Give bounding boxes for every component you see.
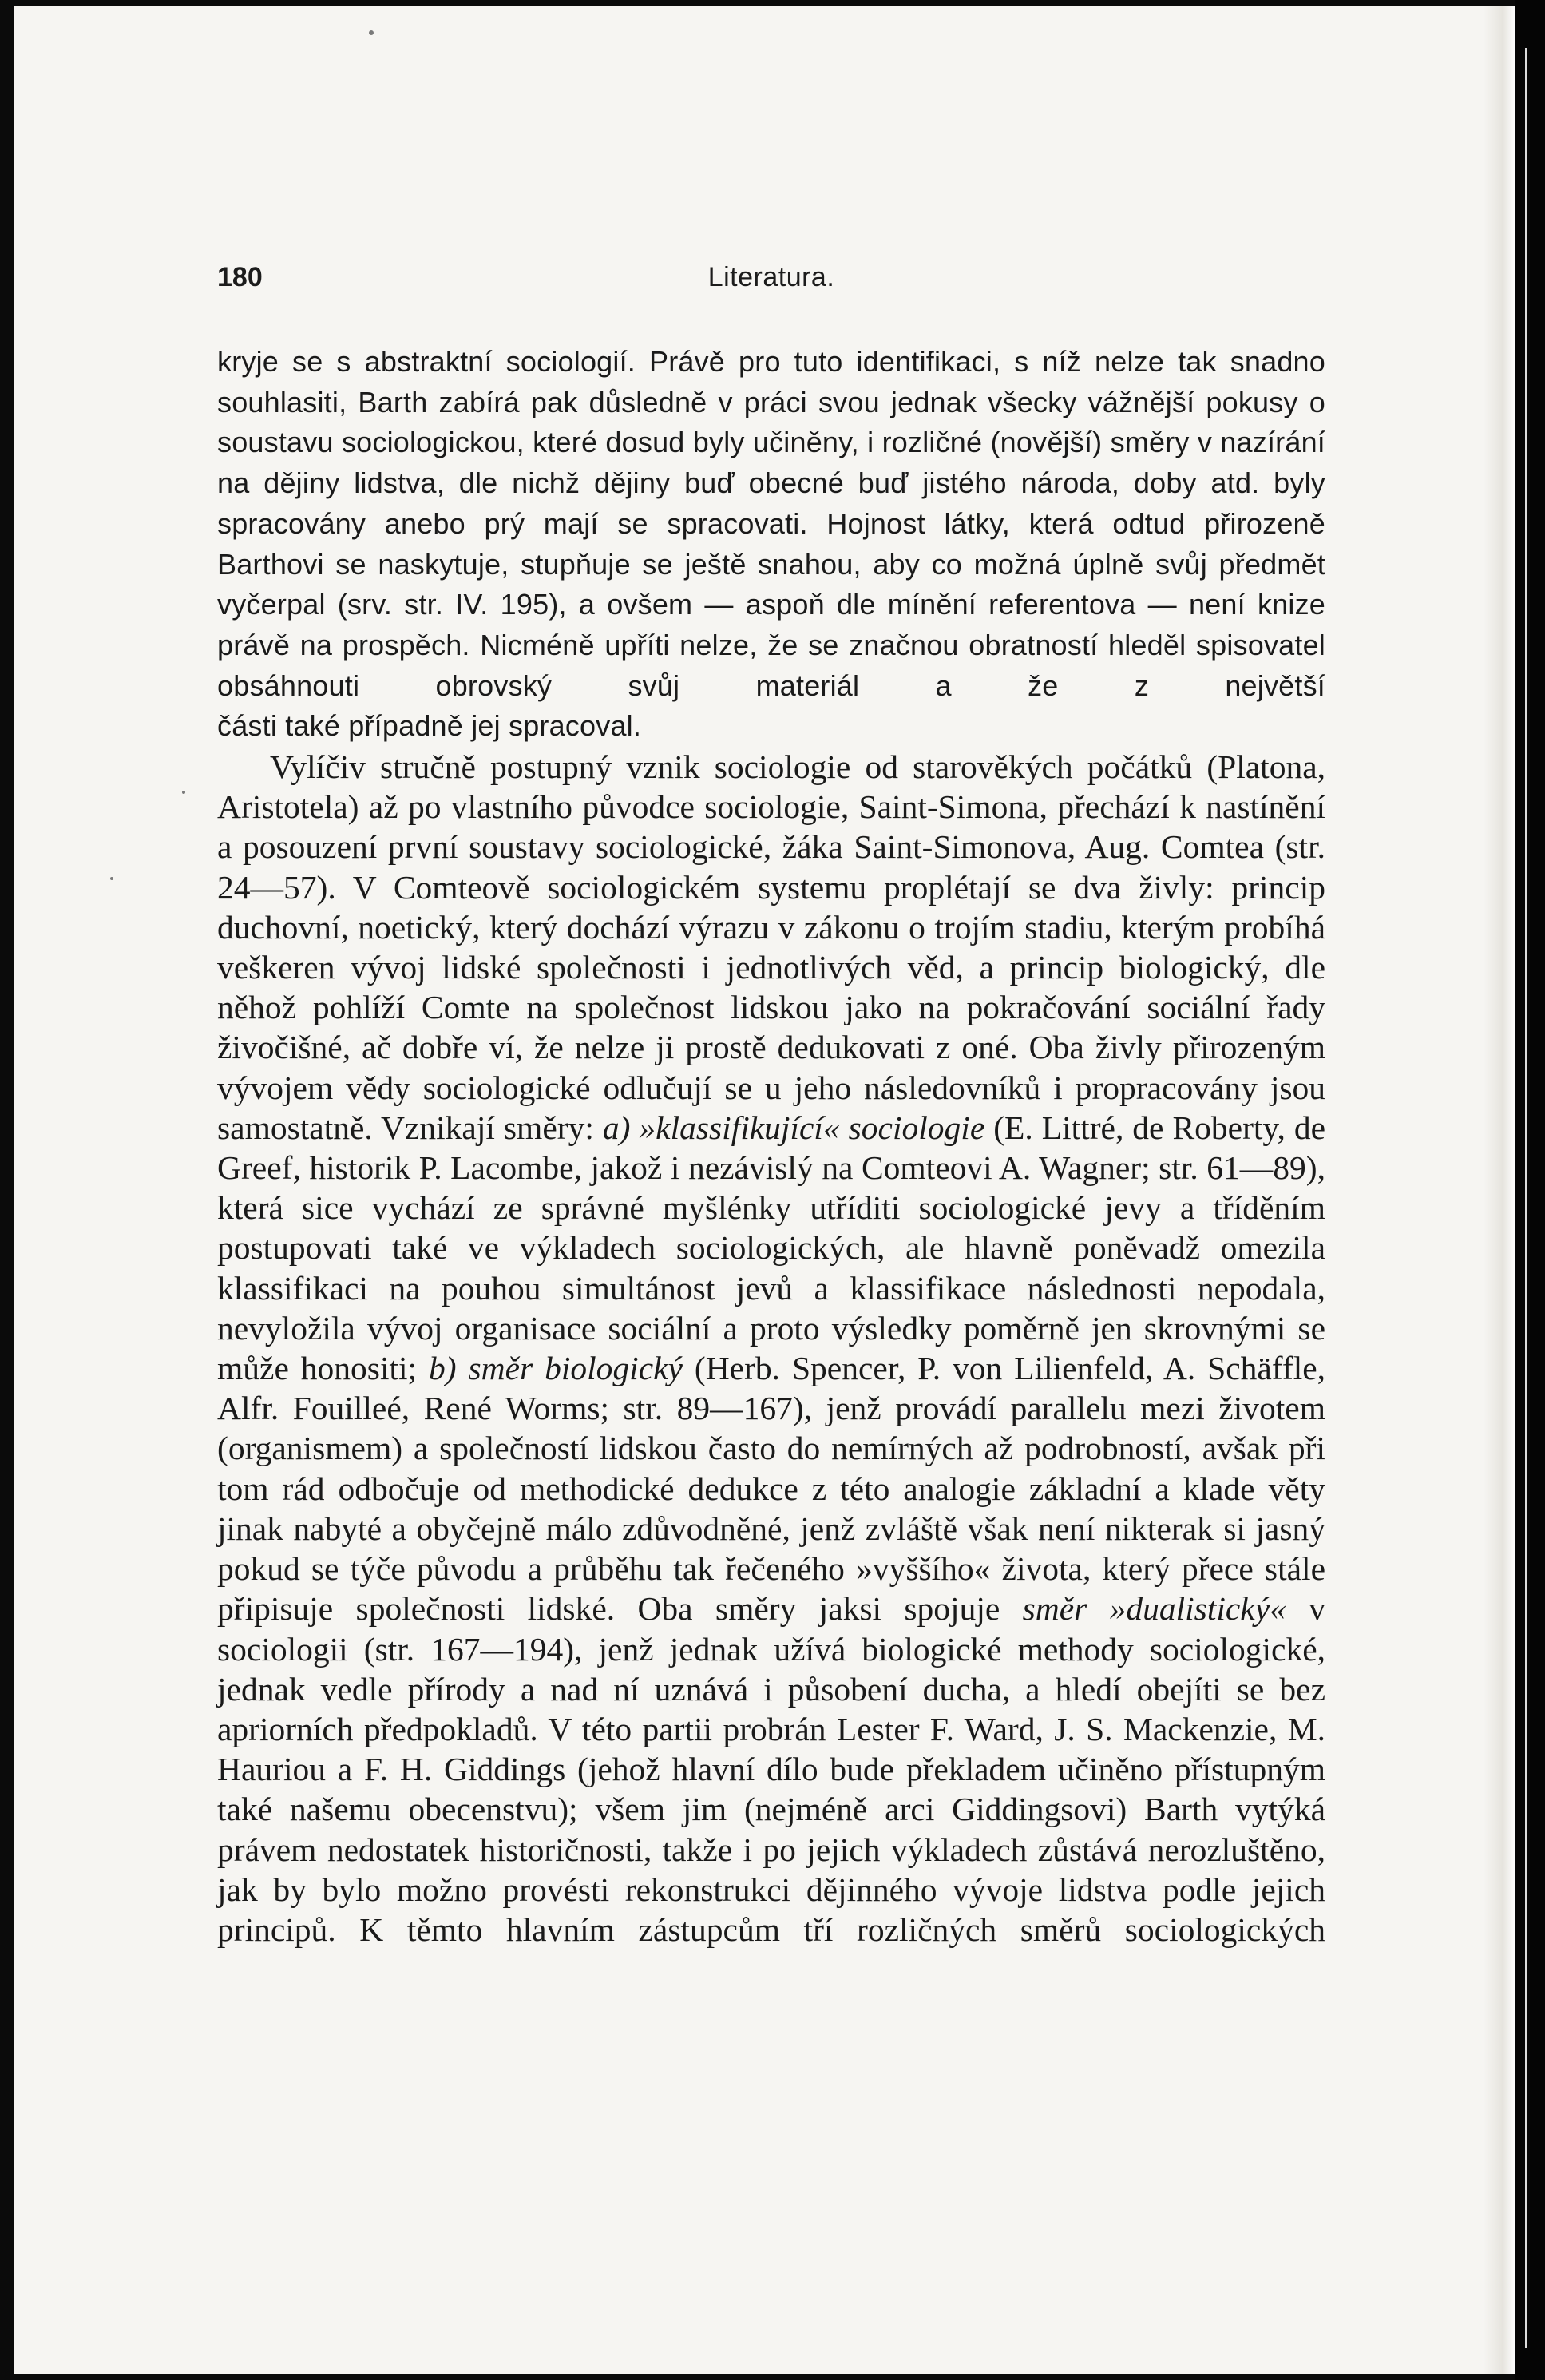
paragraph-1-last-line: části také případně jej spracoval. bbox=[217, 709, 642, 743]
running-header bbox=[217, 262, 1325, 310]
paragraph-2-text-4: v sociologii (str. 167—194), jenž jednak užívá biologické methody sociologické, jednak vedle přírody a nad ní uznává i působení ducha, a hledí obejíti se bez apriorních předpokladů. V této partii probrán Lester F. Ward, J. S. Mackenzie, M. Hauriou a F. H. Giddings (jehož hlavní dílo bude překladem učiněno přístupným také našemu obecenstvu); všem jim (nejméně arci Giddingsovi) Barth vytýká právem nedostatek historičnosti, takže i po jejich výkladech zůstává nerozluštěno, jak by bylo možno provésti rekonstrukci dějinného vývoje lidstva podle jejich principů. K těmto hlavním zástupcům tří rozličných směrů sociologických bbox=[217, 1590, 1325, 1948]
paragraph-1 bbox=[217, 342, 1325, 747]
paragraph-2-italic-1: a) »klassifikující« sociologie bbox=[602, 1109, 985, 1146]
page-number: 180 bbox=[217, 262, 263, 292]
body-text bbox=[217, 342, 1325, 1950]
paragraph-2-italic-2: b) směr biologický bbox=[429, 1350, 683, 1387]
paragraph-2 bbox=[217, 747, 1325, 1950]
paragraph-2-text-3: (Herb. Spencer, P. von Lilienfeld, A. Schäffle, Alfr. Fouilleé, René Worms; str. 89—167), jenž provádí parallelu mezi životem (organismem) a společností lidskou často do nemírných až podrobností, avšak při tom rád odbočuje od methodické dedukce z této analogie základní a klade věty jinak nabyté a obyčejně málo zdůvodněné, jenž zvláště však není nikterak si jasný pokud se týče původu a průběhu tak řečeného »vyššího« života, který přece stále připisuje společnosti lidské. Oba směry jaksi spojuje bbox=[217, 1350, 1326, 1628]
scan-speck bbox=[110, 877, 113, 880]
scan-border bbox=[1515, 0, 1545, 2380]
paragraph-2-text-1: Vylíčiv stručně postupný vznik sociologie od starověkých počátků (Platona, Aristotela) až po vlastního původce sociologie, Saint-Simona, přechází k nastínění a posouzení první soustavy sociologické, žáka Saint-Simonova, Aug. Comtea (str. 24—57). V Comteově sociologickém systemu proplétají se dva živly: princip duchovní, noetický, který dochází výrazu v zákonu o trojím stadiu, kterým probíhá veškeren vývoj lidské společnosti i jednotlivých věd, a princip biologický, dle něhož pohlíží Comte na společnost lidskou jako na pokračování sociální řady živočišné, ač dobře ví, že nelze ji prostě dedukovati z oné. Oba živly přirozeným vývojem vědy sociologické odlučují se u jeho následovníků i propracovány jsou samostatně. Vznikají směry: bbox=[217, 748, 1325, 1146]
paragraph-1-text: kryje se s abstraktní sociologií. Právě pro tuto identifikaci, s níž nelze tak snadno souhlasiti, Barth zabírá pak důsledně v práci svou jednak všecky vážnější pokusy o soustavu sociologickou, které dosud byly učiněny, i rozličné (novější) směry v nazírání na dějiny lidstva, dle nichž dějiny buď obecné buď jistého národa, doby atd. byly spracovány anebo prý mají se spracovati. Hojnost látky, která odtud přirozeně Barthovi se naskytuje, stupňuje se ještě snahou, aby co možná úplně svůj předmět vyčerpal (srv. str. IV. 195), a ovšem — aspoň dle mínění referentova — není knize právě na prospěch. Nicméně upříti nelze, že se značnou obratností hleděl spisovatel obsáhnouti obrovský svůj materiál a že z největší bbox=[217, 345, 1325, 702]
scan-speck bbox=[182, 791, 185, 794]
paragraph-2-italic-3: směr »dualistický« bbox=[1022, 1590, 1286, 1628]
running-title: Literatura. bbox=[707, 262, 835, 292]
scan-speck bbox=[369, 30, 374, 35]
paragraph-2-text-2: (E. Littré, de Roberty, de Greef, historik P. Lacombe, jakož i nezávislý na Comteovi A. Wagner; str. 61—89), která sice vychází ze správné myšlénky utříditi sociologické jevy a tříděním postupovati také ve výkladech sociologických, ale hlavně poněvadž omezila klassifikaci na pouhou simultánost jevů a klassifikace následnosti nepodala, nevyložila vývoj organisace sociální a proto výsledky poměrně jen skrovnými se může honositi; bbox=[217, 1109, 1326, 1387]
